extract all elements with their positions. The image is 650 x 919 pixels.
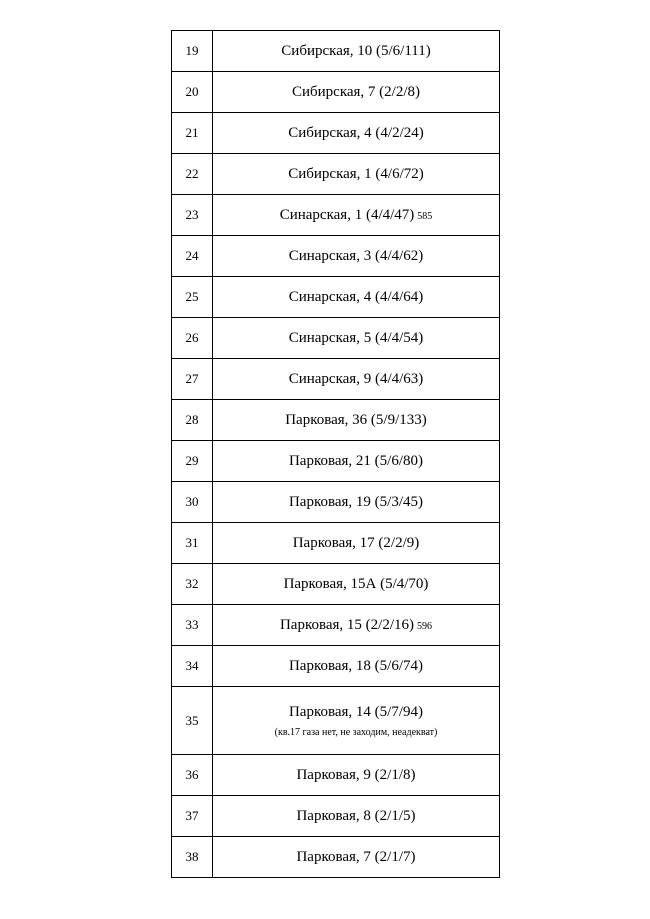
row-number: 19 [172, 31, 213, 72]
table-row [172, 277, 500, 318]
address-cell [213, 318, 500, 359]
row-number: 26 [172, 318, 213, 359]
table-row [172, 605, 500, 646]
row-number: 35 [172, 687, 213, 755]
table-row [172, 837, 500, 878]
row-number: 23 [172, 195, 213, 236]
table-row [172, 564, 500, 605]
row-number: 25 [172, 277, 213, 318]
table-row [172, 113, 500, 154]
address-cell [213, 755, 500, 796]
table-row [172, 646, 500, 687]
row-number: 27 [172, 359, 213, 400]
address-text: Синарская, 9 (4/4/63) [288, 370, 424, 387]
table-row [172, 236, 500, 277]
address-text: Синарская, 4 (4/4/64) [288, 288, 424, 305]
side-number: 596 [417, 620, 433, 632]
table-row [172, 318, 500, 359]
address-text: Парковая, 14 (5/7/94) [288, 703, 424, 720]
table-row [172, 154, 500, 195]
row-number: 31 [172, 523, 213, 564]
address-note: (кв.17 газа нет, не заходим, неадекват) [274, 726, 438, 738]
address-text: Парковая, 15 (2/2/16) [279, 616, 415, 633]
address-text: Парковая, 9 (2/1/8) [296, 766, 416, 783]
row-number: 20 [172, 72, 213, 113]
table-row [172, 400, 500, 441]
address-cell [213, 441, 500, 482]
address-text: Парковая, 7 (2/1/7) [296, 848, 416, 865]
address-text: Синарская, 3 (4/4/62) [288, 247, 424, 264]
address-cell [213, 605, 500, 646]
row-number: 36 [172, 755, 213, 796]
row-number: 29 [172, 441, 213, 482]
side-number: 585 [417, 210, 433, 222]
row-number: 34 [172, 646, 213, 687]
table-row [172, 359, 500, 400]
address-cell [213, 154, 500, 195]
address-cell [213, 195, 500, 236]
address-cell [213, 564, 500, 605]
row-number: 37 [172, 796, 213, 837]
address-text: Парковая, 15А (5/4/70) [283, 575, 429, 592]
address-text: Сибирская, 4 (4/2/24) [288, 124, 424, 141]
table-row [172, 441, 500, 482]
row-number: 28 [172, 400, 213, 441]
address-cell [213, 72, 500, 113]
address-text: Синарская, 5 (4/4/54) [288, 329, 424, 346]
row-number: 30 [172, 482, 213, 523]
row-number: 33 [172, 605, 213, 646]
address-text: Парковая, 19 (5/3/45) [288, 493, 424, 510]
address-text: Сибирская, 10 (5/6/111) [281, 42, 431, 59]
address-text: Парковая, 8 (2/1/5) [296, 807, 416, 824]
address-cell [213, 400, 500, 441]
address-cell [213, 482, 500, 523]
address-text: Сибирская, 7 (2/2/8) [291, 83, 421, 100]
address-cell [213, 277, 500, 318]
row-number: 24 [172, 236, 213, 277]
table-row [172, 755, 500, 796]
table-row [172, 796, 500, 837]
address-cell [213, 646, 500, 687]
row-number: 38 [172, 837, 213, 878]
row-number: 22 [172, 154, 213, 195]
table-row [172, 482, 500, 523]
address-cell [213, 523, 500, 564]
address-cell [213, 837, 500, 878]
address-table [171, 30, 500, 878]
address-cell [213, 687, 500, 755]
address-cell [213, 31, 500, 72]
row-number: 21 [172, 113, 213, 154]
table-row [172, 31, 500, 72]
address-cell [213, 113, 500, 154]
address-text: Парковая, 36 (5/9/133) [285, 411, 427, 428]
address-text: Парковая, 18 (5/6/74) [288, 657, 424, 674]
address-cell [213, 236, 500, 277]
address-text: Парковая, 17 (2/2/9) [292, 534, 420, 551]
address-text: Парковая, 21 (5/6/80) [288, 452, 424, 469]
address-cell [213, 359, 500, 400]
address-text: Сибирская, 1 (4/6/72) [288, 165, 424, 182]
address-cell [213, 796, 500, 837]
address-text: Синарская, 1 (4/4/47) [279, 206, 415, 223]
row-number: 32 [172, 564, 213, 605]
table-row [172, 72, 500, 113]
table-row [172, 687, 500, 755]
table-row [172, 523, 500, 564]
table-row [172, 195, 500, 236]
